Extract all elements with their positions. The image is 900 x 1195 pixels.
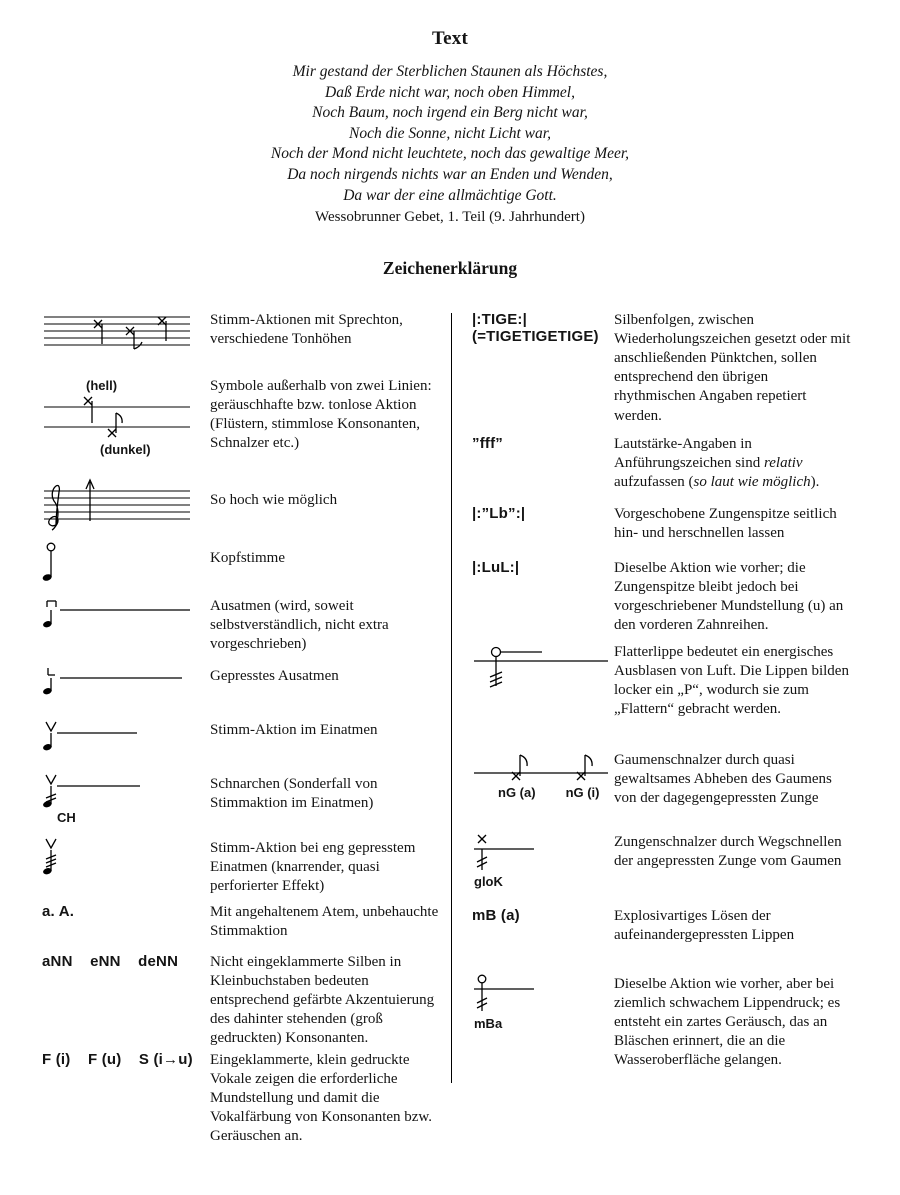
legend-text: Dieselbe Aktion wie vorher; die Zungenspitze bleibt jedoch bei vorgeschriebener Mundstellung (u) an den vorderen Zahnreihen. (614, 560, 844, 634)
legend-text: Flatterlippe bedeutet ein energisches Ausblasen von Luft. Die Lippen bilden locker ein „P“, wodurch sie zum „Flattern“ gebracht werden. (614, 644, 849, 718)
legend-text: Zungenschnalzer durch Wegschnellen der angepressten Zunge vom Gaumen (614, 834, 842, 870)
poem-line: Da noch nirgends nichts war an Enden und Wenden, (287, 166, 613, 184)
legend-right-column (450, 311, 858, 1146)
symbol-label-ng-i: nG (i) (565, 785, 600, 801)
legend-entry (472, 311, 858, 435)
legend-text: Eingeklammerte, klein gedruckte Vokale zeigen die erforderliche Mundstellung und damit die Vokalfärbung von Konsonanten bzw. Geräuschen an. (210, 1052, 433, 1145)
poem-line: Mir gestand der Sterblichen Staunen als Höchstes, (292, 63, 608, 80)
legend-entry (42, 953, 450, 1051)
symbol-text-aA: a. A. (42, 903, 75, 921)
legend-entry (472, 751, 858, 833)
symbol-text-lul: |:LuL:| (472, 559, 520, 577)
legend-text: Ausatmen (wird, soweit selbstverständlich, nicht extra vorgeschrieben) (210, 598, 389, 653)
legend-text: Stimm-Aktion im Einatmen (210, 722, 378, 739)
legend-entry (472, 505, 858, 559)
head-voice-note-icon (42, 541, 82, 585)
symbol-text-lb: |:”Lb”:| (472, 505, 526, 523)
legend-text: Lautstärke-Angaben in Anführungszeichen sind relativ aufzufassen (so laut wie möglich). (614, 436, 820, 491)
legend-text: Nicht eingeklammerte Silben in Kleinbuchstaben bedeuten entsprechend gefärbte Akzentuierung des dahinter stehenden (groß gedruckten) Konsonanten. (210, 954, 435, 1047)
legend-text: Kopfstimme (210, 550, 285, 567)
legend-text: So hoch wie möglich (210, 492, 338, 509)
legend-entry (42, 377, 450, 477)
legend-text: Gepresstes Ausatmen (210, 668, 339, 685)
poem-attribution: Wessobrunner Gebet, 1. Teil (9. Jahrhundert) (315, 209, 585, 226)
speech-tone-staff-icon (42, 311, 194, 353)
legend-text: Gaumenschnalzer durch quasi gewaltsames Abheben des Gaumens von der dagegengepressten Zunge (614, 752, 832, 807)
legend-title: Zeichenerklärung (382, 258, 518, 279)
pressed-exhale-note-icon (42, 665, 194, 695)
column-divider (451, 313, 453, 1082)
symbol-text-tige: |:TIGE:| (472, 311, 527, 329)
legend-entry (42, 1051, 450, 1146)
legend-entry (472, 833, 858, 907)
poem-line: Da war der eine allmächtige Gott. (343, 186, 557, 204)
legend-text: Explosivartiges Lösen der aufeinandergepressten Lippen (614, 908, 795, 944)
legend-text: Vorgeschobene Zungenspitze seitlich hin- und herschnellen lassen (614, 506, 837, 542)
symbol-text-mba: mB (a) (472, 907, 520, 925)
two-line-noise-icon (42, 395, 194, 441)
symbol-text-ann: aNN eNN deNN (42, 953, 179, 971)
symbol-label-ng-a: nG (a) (498, 785, 536, 801)
legend-text: Symbole außerhalb von zwei Linien: geräuschhafte bzw. tonlose Aktion (Flüstern, stimmlose Konsonanten, Schnalzer etc.) (210, 378, 432, 452)
poem (42, 62, 858, 206)
poem-line: Noch Baum, noch irgend ein Berg nicht war, (312, 104, 588, 122)
exhale-note-icon (42, 597, 194, 629)
legend-entry (42, 597, 450, 665)
symbol-label-ch: CH (57, 810, 76, 826)
flutter-lip-note-icon (472, 643, 612, 691)
pressed-inhale-note-icon (42, 837, 82, 877)
symbol-label-dunkel: (dunkel) (100, 442, 151, 458)
legend-entry (472, 973, 858, 1070)
legend-entry (42, 541, 450, 597)
legend-text: Stimm-Aktion bei eng gepresstem Einatmen (knarrender, quasi perforierter Effekt) (210, 840, 416, 895)
legend-entry (42, 719, 450, 773)
legend-text: Schnarchen (Sonderfall von Stimmaktion im Einatmen) (210, 776, 378, 812)
legend-text: Silbenfolgen, zwischen Wiederholungszeichen gesetzt oder mit anschließenden Pünktchen, sollen entsprechend den übrigen rhythmischen Angaben repetiert werden. (614, 312, 851, 424)
legend-entry (42, 903, 450, 953)
legend-entry (472, 435, 858, 505)
legend-entry (472, 907, 858, 973)
legend-text: Mit angehaltenem Atem, unbehauchte Stimmaktion (210, 904, 439, 940)
legend-left-column (42, 311, 450, 1146)
legend-entry (42, 773, 450, 837)
inhale-note-icon (42, 719, 142, 751)
poem-line: Noch die Sonne, nicht Licht war, (349, 124, 551, 142)
legend-entry (472, 643, 858, 751)
page-title: Text (432, 28, 468, 49)
lip-bubble-note-icon (472, 973, 542, 1015)
symbol-text-fi: F (i) F (u) S (i→u) (42, 1051, 193, 1069)
symbol-label-hell: (hell) (86, 378, 118, 394)
symbol-text-fff: ”fff” (472, 435, 503, 453)
legend-entry (42, 477, 450, 541)
legend-entry (42, 665, 450, 719)
symbol-label-mba-small: mBa (474, 1016, 503, 1032)
symbol-label-glok: gloK (474, 874, 503, 890)
tongue-click-note-icon (472, 833, 542, 873)
poem-line: Daß Erde nicht war, noch oben Himmel, (325, 83, 575, 101)
legend-text: Stimm-Aktionen mit Sprechton, verschiedene Tonhöhen (210, 312, 403, 348)
legend-text: Dieselbe Aktion wie vorher, aber bei ziemlich schwachem Lippendruck; es entsteht ein zartes Geräusch, das an Bläschen erinnert, die an die Wasseroberfläche gelangen. (614, 976, 841, 1069)
snore-note-icon (42, 773, 146, 809)
legend (42, 311, 858, 1146)
legend-entry (42, 837, 450, 903)
palate-click-notes-icon (472, 751, 612, 783)
legend-entry (472, 559, 858, 643)
legend-entry (42, 311, 450, 377)
symbol-text-tige-repeat: (=TIGETIGETIGE) (472, 328, 599, 346)
staff-treble-clef-arrow-icon (42, 477, 194, 533)
poem-line: Noch der Mond nicht leuchtete, noch das gewaltige Meer, (270, 145, 630, 163)
